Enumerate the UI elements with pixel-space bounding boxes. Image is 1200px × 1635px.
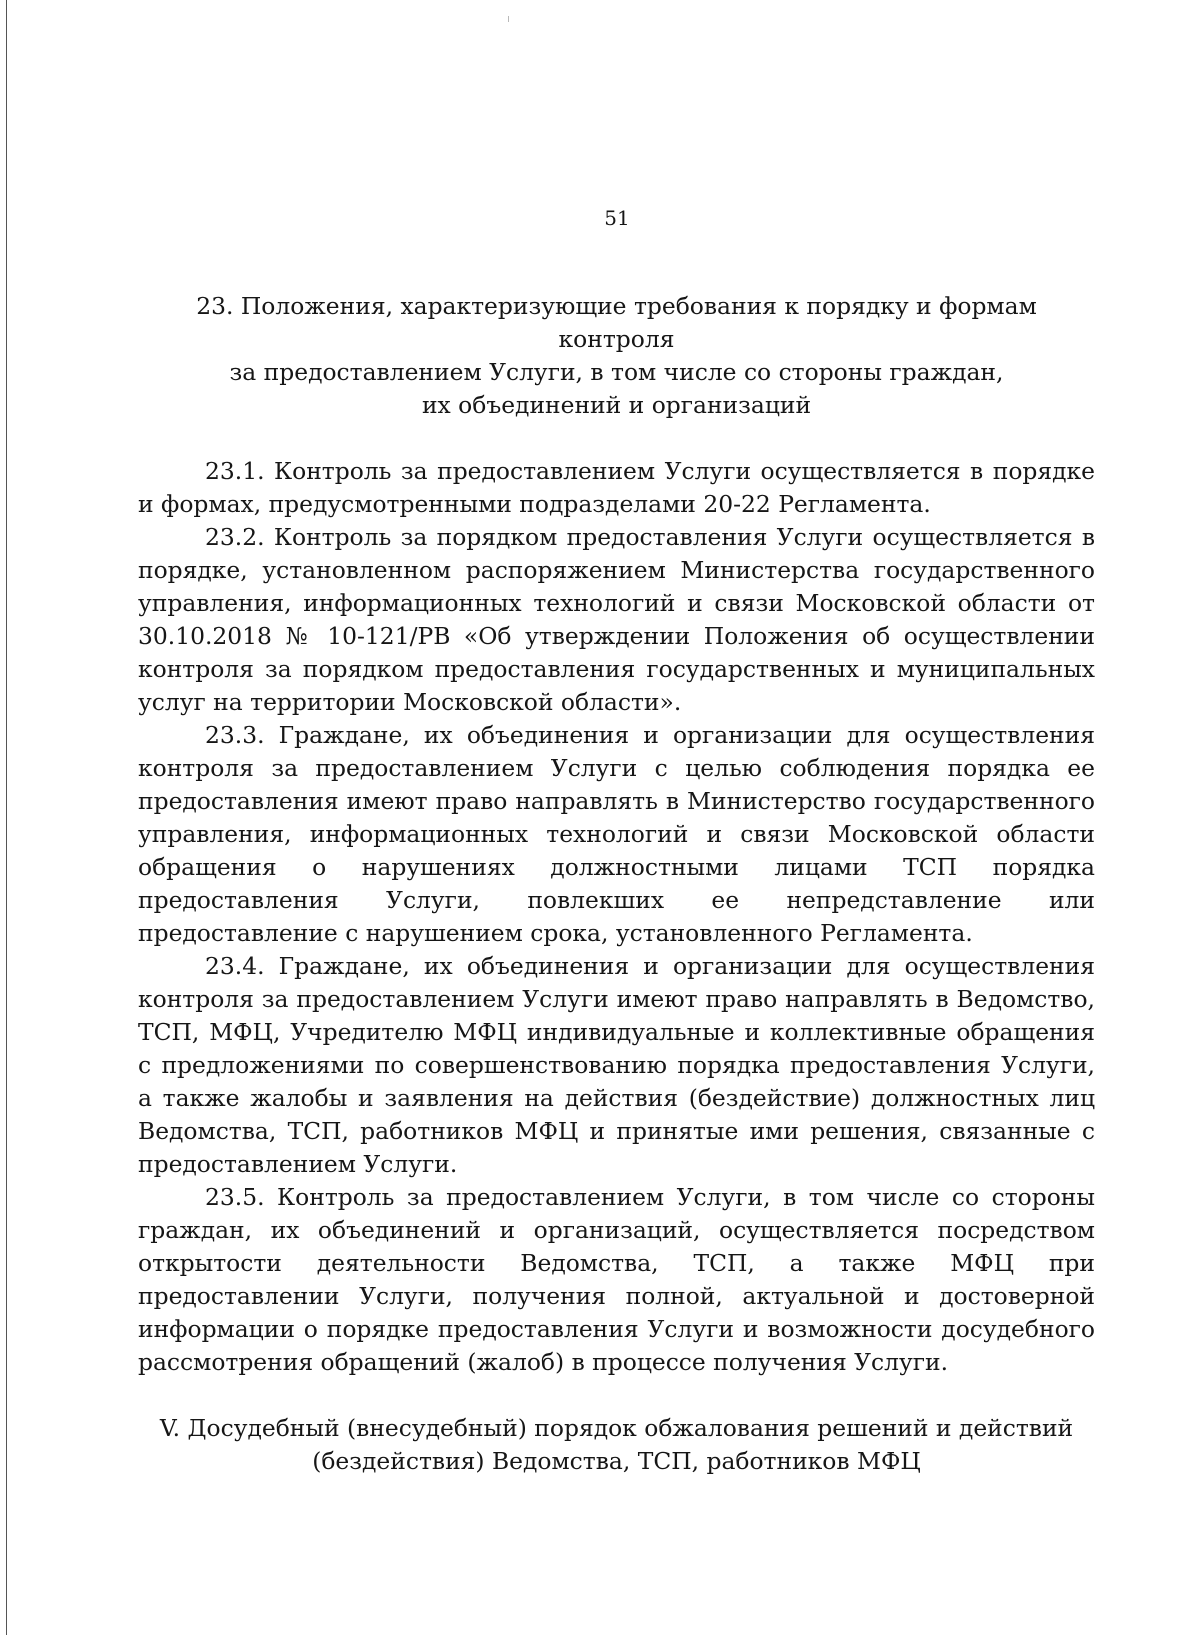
section-23-title-line: 23. Положения, характеризующие требования к порядку и формам контроля — [196, 292, 1037, 353]
page-left-edge — [6, 0, 7, 1635]
paragraph-23-3: 23.3. Граждане, их объединения и организации для осуществления контроля за предоставлением Услуги с целью соблюдения порядка ее предоставления имеют право направлять в Министерство государственного управления, информационных технологий и связи Московской области обращения о нарушениях должностными лицами ТСП порядка предоставления Услуги, повлекших ее непредставление или предоставление с нарушением срока, установленного Регламента. — [138, 721, 1095, 947]
page-number: 51 — [604, 206, 630, 230]
section-v-title-line: (бездействия) Ведомства, ТСП, работников МФЦ — [312, 1447, 921, 1475]
paragraph-23-5: 23.5. Контроль за предоставлением Услуги, в том числе со стороны граждан, их объединений и организаций, осуществляется посредством открытости деятельности Ведомства, ТСП, а также МФЦ при предоставлении Услуги, получения полной, актуальной и достоверной информации о порядке предоставления Услуги и возможности досудебного рассмотрения обращений (жалоб) в процессе получения Услуги. — [138, 1183, 1095, 1376]
document-body — [138, 290, 1095, 1478]
paragraph-23-1: 23.1. Контроль за предоставлением Услуги осуществляется в порядке и формах, предусмотренными подразделами 20-22 Регламента. — [138, 457, 1095, 518]
section-v-title-line: V. Досудебный (внесудебный) порядок обжалования решений и действий — [159, 1414, 1074, 1442]
section-23-title-line: их объединений и организаций — [421, 391, 812, 419]
paragraph-23-4: 23.4. Граждане, их объединения и организации для осуществления контроля за предоставлением Услуги имеют право направлять в Ведомство, ТСП, МФЦ, Учредителю МФЦ индивидуальные и коллективные обращения с предложениями по совершенствованию порядка предоставления Услуги, а также жалобы и заявления на действия (бездействие) должностных лиц Ведомства, ТСП, работников МФЦ и принятые ими решения, связанные с предоставлением Услуги. — [138, 952, 1095, 1178]
paragraph-23-2: 23.2. Контроль за порядком предоставления Услуги осуществляется в порядке, установленном распоряжением Министерства государственного управления, информационных технологий и связи Московской области от 30.10.2018 № 10-121/РВ «Об утверждении Положения об осуществлении контроля за порядком предоставления государственных и муниципальных услуг на территории Московской области». — [138, 523, 1095, 716]
section-v-title — [138, 1412, 1095, 1478]
section-23-title — [138, 290, 1095, 422]
section-23-title-line: за предоставлением Услуги, в том числе со стороны граждан, — [229, 358, 1004, 386]
scan-mark — [508, 16, 509, 22]
